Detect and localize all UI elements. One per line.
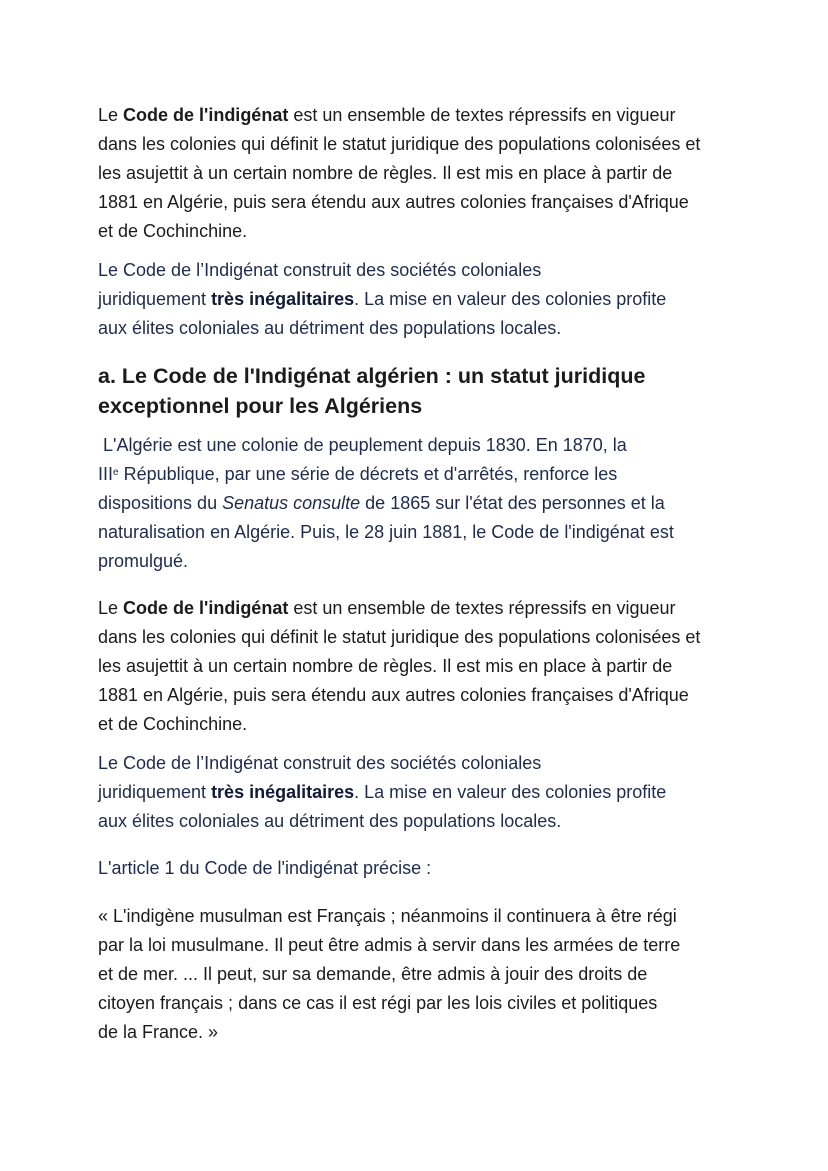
term-tres-inegalitaires: très inégalitaires bbox=[211, 289, 355, 309]
quote-article-1: « L'indigène musulman est Français ; néanmoins il continuera à être régi par la loi musulmane. Il peut être admis à servir dans les armées de terre et de mer. ... Il peut, sur sa demande, être admis à jouir des droits de citoyen français ; dans ce cas il est régi par les lois civiles et politiques de la France. » bbox=[98, 906, 681, 1042]
paragraph-code-definition: Le Code de l'indigénat est un ensemble de textes répressifs en vigueur dans les colonies qui définit le statut juridique des populations colonisées et les asujettit à un certain nombre de règles. Il est mis en place à partir de 1881 en Algérie, puis sera étendu aux autres colonies françaises d'Afrique et de Cochinchine. bbox=[98, 105, 701, 241]
term-code-indigenat: Code de l'indigénat bbox=[123, 598, 289, 618]
paragraph-inequality: Le Code de l’Indigénat construit des sociétés coloniales juridiquement très inégalitaires. La mise en valeur des colonies profite aux élites coloniales au détriment des populations locales. bbox=[98, 260, 667, 338]
term-tres-inegalitaires: très inégalitaires bbox=[211, 782, 355, 802]
term-senatus-consulte: Senatus consulte bbox=[222, 493, 361, 513]
paragraph-algeria-history: L'Algérie est une colonie de peuplement depuis 1830. En 1870, la IIIe République, par une série de décrets et d'arrêtés, renforce les dispositions du Senatus consulte de 1865 sur l'état des personnes et la naturalisation en Algérie. Puis, le 28 juin 1881, le Code de l'indigénat est promulgué. bbox=[98, 435, 674, 571]
term-code-indigenat: Code de l'indigénat bbox=[123, 105, 289, 125]
document-page bbox=[98, 101, 738, 1047]
section-heading: a. Le Code de l'Indigénat algérien : un statut juridique exceptionnel pour les Algériens bbox=[98, 364, 646, 418]
paragraph-code-definition-repeat: Le Code de l'indigénat est un ensemble de textes répressifs en vigueur dans les colonies qui définit le statut juridique des populations colonisées et les asujettit à un certain nombre de règles. Il est mis en place à partir de 1881 en Algérie, puis sera étendu aux autres colonies françaises d'Afrique et de Cochinchine. bbox=[98, 598, 701, 734]
paragraph-inequality-repeat: Le Code de l’Indigénat construit des sociétés coloniales juridiquement très inégalitaires. La mise en valeur des colonies profite aux élites coloniales au détriment des populations locales. bbox=[98, 753, 667, 831]
paragraph-article-intro: L'article 1 du Code de l'indigénat précise : bbox=[98, 858, 432, 878]
